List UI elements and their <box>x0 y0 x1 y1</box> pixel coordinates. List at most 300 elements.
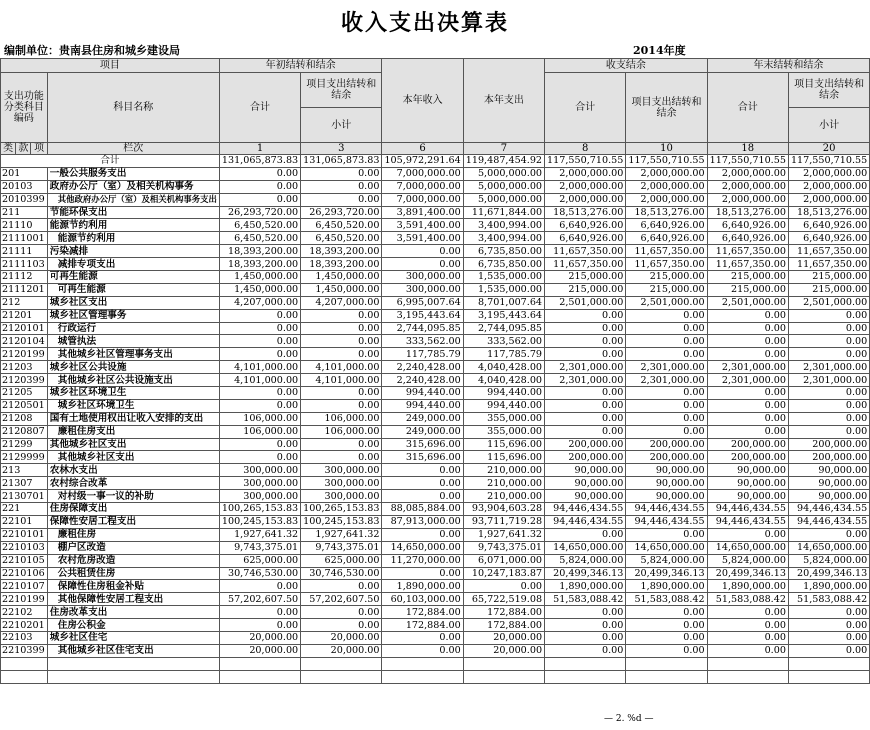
row-value: 0.00 <box>219 399 300 412</box>
report-title: 收入支出决算表 <box>340 10 509 36</box>
row-value: 4,101,000.00 <box>219 361 300 374</box>
row-value: 200,000.00 <box>788 451 869 464</box>
row-value: 11,657,350.00 <box>626 245 707 258</box>
row-value: 200,000.00 <box>707 438 788 451</box>
row-value: 100,245,153.83 <box>301 515 382 528</box>
row-name: 其他城乡社区公共设施支出 <box>47 374 219 387</box>
row-value: 11,657,350.00 <box>545 245 626 258</box>
row-value: 1,450,000.00 <box>219 283 300 296</box>
row-value: 18,513,276.00 <box>626 206 707 219</box>
row-value: 18,393,200.00 <box>301 258 382 271</box>
header-income: 本年收入 <box>382 59 463 143</box>
col-num: 8 <box>545 143 626 155</box>
row-value: 0.00 <box>788 606 869 619</box>
row-code: 2120199 <box>1 348 48 361</box>
row-value: 0.00 <box>788 322 869 335</box>
row-value: 2,501,000.00 <box>545 296 626 309</box>
row-value: 2,240,428.00 <box>382 361 463 374</box>
empty-cell <box>463 657 544 670</box>
row-value: 2,301,000.00 <box>545 361 626 374</box>
row-value: 994,440.00 <box>463 399 544 412</box>
row-name: 城乡社区支出 <box>47 296 219 309</box>
row-name: 行政运行 <box>47 322 219 335</box>
table-row <box>1 515 870 528</box>
total-cell: 117,550,710.55 <box>545 155 626 168</box>
row-value: 200,000.00 <box>788 438 869 451</box>
col-num: 7 <box>463 143 544 155</box>
row-value: 6,640,926.00 <box>707 232 788 245</box>
row-value: 90,000.00 <box>626 490 707 503</box>
row-value: 1,450,000.00 <box>301 283 382 296</box>
header-begin-carry: 年初结转和结余 <box>219 59 382 73</box>
empty-cell <box>707 670 788 683</box>
col-num: 3 <box>301 143 382 155</box>
row-code: 213 <box>1 464 48 477</box>
row-code: 2130701 <box>1 490 48 503</box>
row-value: 994,440.00 <box>463 387 544 400</box>
row-value: 7,000,000.00 <box>382 180 463 193</box>
row-value: 0.00 <box>626 528 707 541</box>
empty-cell <box>382 670 463 683</box>
row-code: 201 <box>1 167 48 180</box>
row-value: 0.00 <box>626 309 707 322</box>
row-value: 2,501,000.00 <box>626 296 707 309</box>
row-code: 2210107 <box>1 580 48 593</box>
row-value: 11,657,350.00 <box>545 258 626 271</box>
row-value: 90,000.00 <box>788 477 869 490</box>
row-value: 0.00 <box>788 528 869 541</box>
row-value: 4,101,000.00 <box>301 374 382 387</box>
table-row <box>1 412 870 425</box>
row-value: 6,640,926.00 <box>626 232 707 245</box>
row-value: 14,650,000.00 <box>788 541 869 554</box>
row-value: 210,000.00 <box>463 477 544 490</box>
row-value: 2,000,000.00 <box>626 180 707 193</box>
row-value: 14,650,000.00 <box>626 541 707 554</box>
row-value: 9,743,375.01 <box>463 541 544 554</box>
row-value: 0.00 <box>301 309 382 322</box>
row-value: 0.00 <box>301 451 382 464</box>
row-value: 94,446,434.55 <box>626 515 707 528</box>
table-row <box>1 644 870 657</box>
row-value: 0.00 <box>545 387 626 400</box>
row-value: 14,650,000.00 <box>382 541 463 554</box>
row-value: 0.00 <box>545 348 626 361</box>
row-value: 11,671,844.00 <box>463 206 544 219</box>
row-value: 0.00 <box>707 631 788 644</box>
row-value: 215,000.00 <box>626 283 707 296</box>
table-row <box>1 309 870 322</box>
row-value: 106,000.00 <box>219 412 300 425</box>
header-code-label: 支出功能分类科目编码 <box>1 73 48 143</box>
row-value: 0.00 <box>382 631 463 644</box>
row-value: 2,000,000.00 <box>626 193 707 206</box>
row-value: 11,657,350.00 <box>707 258 788 271</box>
row-value: 0.00 <box>707 425 788 438</box>
row-value: 172,884.00 <box>463 606 544 619</box>
row-value: 0.00 <box>463 580 544 593</box>
header-end-carry: 年末结转和结余 <box>707 59 870 73</box>
row-name: 政府办公厅（室）及相关机构事务 <box>47 180 219 193</box>
row-value: 20,499,346.13 <box>626 567 707 580</box>
row-value: 20,499,346.13 <box>707 567 788 580</box>
empty-cell <box>788 657 869 670</box>
row-name: 城乡社区住宅 <box>47 631 219 644</box>
table-row <box>1 322 870 335</box>
header-lei: 类 <box>1 143 16 155</box>
row-code: 212 <box>1 296 48 309</box>
row-value: 51,583,088.42 <box>545 593 626 606</box>
row-value: 0.00 <box>707 606 788 619</box>
row-value: 0.00 <box>301 167 382 180</box>
row-value: 625,000.00 <box>301 554 382 567</box>
header-xiang: 项 <box>31 143 47 155</box>
row-value: 215,000.00 <box>707 283 788 296</box>
row-value: 94,446,434.55 <box>707 515 788 528</box>
row-code: 2210105 <box>1 554 48 567</box>
row-value: 94,446,434.55 <box>788 503 869 516</box>
row-value: 117,785.79 <box>382 348 463 361</box>
row-value: 0.00 <box>219 387 300 400</box>
row-value: 0.00 <box>788 309 869 322</box>
empty-cell <box>219 657 300 670</box>
row-value: 200,000.00 <box>707 451 788 464</box>
row-value: 51,583,088.42 <box>788 593 869 606</box>
row-value: 20,000.00 <box>219 631 300 644</box>
row-value: 215,000.00 <box>788 271 869 284</box>
table-row <box>1 193 870 206</box>
row-value: 2,000,000.00 <box>707 193 788 206</box>
row-value: 0.00 <box>788 631 869 644</box>
empty-cell <box>463 670 544 683</box>
row-name: 保障性住房租金补贴 <box>47 580 219 593</box>
header-row-label: 栏次 <box>47 143 219 155</box>
row-name: 对村级一事一议的补助 <box>47 490 219 503</box>
row-value: 0.00 <box>301 387 382 400</box>
row-value: 0.00 <box>788 335 869 348</box>
row-value: 2,301,000.00 <box>788 361 869 374</box>
row-value: 0.00 <box>301 606 382 619</box>
table-row <box>1 438 870 451</box>
header-revenue-carry: 收支结余 <box>545 59 708 73</box>
row-name: 城乡社区管理事务 <box>47 309 219 322</box>
row-value: 215,000.00 <box>788 283 869 296</box>
row-value: 2,000,000.00 <box>788 193 869 206</box>
row-value: 5,000,000.00 <box>463 167 544 180</box>
header-revenue-project: 项目支出结转和结余 <box>626 73 707 143</box>
row-value: 2,000,000.00 <box>707 180 788 193</box>
table-row <box>1 580 870 593</box>
empty-cell <box>1 670 48 683</box>
row-value: 0.00 <box>788 387 869 400</box>
row-value: 57,202,607.50 <box>301 593 382 606</box>
row-value: 2,301,000.00 <box>545 374 626 387</box>
row-value: 315,696.00 <box>382 451 463 464</box>
row-value: 2,744,095.85 <box>382 322 463 335</box>
row-value: 90,000.00 <box>707 490 788 503</box>
row-value: 20,499,346.13 <box>788 567 869 580</box>
row-value: 0.00 <box>382 258 463 271</box>
table-row <box>1 606 870 619</box>
row-value: 0.00 <box>219 309 300 322</box>
row-code: 21299 <box>1 438 48 451</box>
row-name: 其他城乡社区住宅支出 <box>47 644 219 657</box>
row-code: 21205 <box>1 387 48 400</box>
row-value: 18,513,276.00 <box>788 206 869 219</box>
row-code: 21201 <box>1 309 48 322</box>
table-row <box>1 258 870 271</box>
row-value: 4,207,000.00 <box>301 296 382 309</box>
row-value: 3,400,994.00 <box>463 232 544 245</box>
row-value: 2,000,000.00 <box>707 167 788 180</box>
row-value: 300,000.00 <box>219 477 300 490</box>
row-value: 20,000.00 <box>219 644 300 657</box>
row-name: 农林水支出 <box>47 464 219 477</box>
row-value: 0.00 <box>707 644 788 657</box>
row-value: 1,927,641.32 <box>463 528 544 541</box>
row-value: 1,927,641.32 <box>219 528 300 541</box>
row-value: 6,735,850.00 <box>463 245 544 258</box>
table-row <box>1 374 870 387</box>
table-row <box>1 245 870 258</box>
empty-cell <box>301 657 382 670</box>
total-cell: 131,065,873.83 <box>219 155 300 168</box>
row-value: 106,000.00 <box>301 412 382 425</box>
row-code: 22102 <box>1 606 48 619</box>
row-value: 200,000.00 <box>626 451 707 464</box>
row-value: 51,583,088.42 <box>707 593 788 606</box>
row-code: 221 <box>1 503 48 516</box>
empty-cell <box>219 670 300 683</box>
row-value: 0.00 <box>788 399 869 412</box>
col-num: 18 <box>707 143 788 155</box>
row-value: 3,891,400.00 <box>382 206 463 219</box>
row-value: 0.00 <box>707 322 788 335</box>
row-value: 333,562.00 <box>463 335 544 348</box>
row-name: 棚户区改造 <box>47 541 219 554</box>
empty-row <box>1 657 870 670</box>
header-begin-total: 合计 <box>219 73 300 143</box>
row-code: 2111201 <box>1 283 48 296</box>
row-value: 0.00 <box>219 193 300 206</box>
row-value: 20,499,346.13 <box>545 567 626 580</box>
header-subject-name: 科目名称 <box>47 73 219 143</box>
row-value: 0.00 <box>626 425 707 438</box>
row-name: 公共租赁住房 <box>47 567 219 580</box>
row-value: 18,393,200.00 <box>219 245 300 258</box>
row-value: 30,746,530.00 <box>219 567 300 580</box>
row-value: 315,696.00 <box>382 438 463 451</box>
row-code: 2210201 <box>1 619 48 632</box>
col-num: 1 <box>219 143 300 155</box>
row-value: 300,000.00 <box>301 490 382 503</box>
row-value: 11,657,350.00 <box>707 245 788 258</box>
row-value: 4,040,428.00 <box>463 374 544 387</box>
row-code: 22103 <box>1 631 48 644</box>
row-value: 2,301,000.00 <box>626 374 707 387</box>
row-value: 0.00 <box>301 348 382 361</box>
row-value: 26,293,720.00 <box>301 206 382 219</box>
row-value: 0.00 <box>788 425 869 438</box>
row-value: 200,000.00 <box>545 438 626 451</box>
row-code: 21208 <box>1 412 48 425</box>
empty-cell <box>382 657 463 670</box>
row-value: 0.00 <box>626 348 707 361</box>
table-row <box>1 593 870 606</box>
row-value: 90,000.00 <box>626 477 707 490</box>
row-name: 减排专项支出 <box>47 258 219 271</box>
row-value: 20,000.00 <box>301 631 382 644</box>
row-value: 90,000.00 <box>545 477 626 490</box>
row-value: 93,904,603.28 <box>463 503 544 516</box>
row-value: 0.00 <box>545 309 626 322</box>
table-header <box>1 59 870 155</box>
table-body <box>1 155 870 684</box>
row-value: 210,000.00 <box>463 490 544 503</box>
row-value: 0.00 <box>626 606 707 619</box>
row-code: 2120104 <box>1 335 48 348</box>
row-value: 1,450,000.00 <box>301 271 382 284</box>
row-value: 9,743,375.01 <box>301 541 382 554</box>
total-cell: 117,550,710.55 <box>788 155 869 168</box>
row-value: 106,000.00 <box>301 425 382 438</box>
row-value: 90,000.00 <box>707 464 788 477</box>
table-row <box>1 283 870 296</box>
row-value: 2,240,428.00 <box>382 374 463 387</box>
total-cell: 105,972,291.64 <box>382 155 463 168</box>
row-value: 18,513,276.00 <box>707 206 788 219</box>
row-value: 3,195,443.64 <box>463 309 544 322</box>
row-name: 一般公共服务支出 <box>47 167 219 180</box>
row-value: 117,785.79 <box>463 348 544 361</box>
row-value: 94,446,434.55 <box>545 503 626 516</box>
table-row <box>1 271 870 284</box>
row-value: 18,393,200.00 <box>301 245 382 258</box>
row-value: 0.00 <box>219 180 300 193</box>
row-value: 0.00 <box>707 335 788 348</box>
row-value: 1,890,000.00 <box>382 580 463 593</box>
row-value: 0.00 <box>626 644 707 657</box>
row-value: 300,000.00 <box>219 464 300 477</box>
row-value: 1,535,000.00 <box>463 271 544 284</box>
table-row <box>1 399 870 412</box>
row-value: 0.00 <box>219 348 300 361</box>
row-value: 6,640,926.00 <box>626 219 707 232</box>
header-end-project: 项目支出结转和结余 <box>788 73 869 108</box>
table-row <box>1 232 870 245</box>
row-value: 0.00 <box>626 335 707 348</box>
row-code: 2120501 <box>1 399 48 412</box>
table-row <box>1 387 870 400</box>
row-value: 7,000,000.00 <box>382 193 463 206</box>
row-value: 0.00 <box>545 631 626 644</box>
row-value: 0.00 <box>382 490 463 503</box>
header-item: 项目 <box>1 59 220 73</box>
empty-cell <box>545 657 626 670</box>
empty-cell <box>47 670 219 683</box>
row-value: 0.00 <box>707 309 788 322</box>
row-name: 保障性安居工程支出 <box>47 515 219 528</box>
row-value: 0.00 <box>626 619 707 632</box>
row-value: 215,000.00 <box>545 271 626 284</box>
row-value: 115,696.00 <box>463 451 544 464</box>
row-value: 2,000,000.00 <box>545 193 626 206</box>
row-value: 94,446,434.55 <box>788 515 869 528</box>
row-value: 5,824,000.00 <box>545 554 626 567</box>
header-revenue-total: 合计 <box>545 73 626 143</box>
row-code: 21112 <box>1 271 48 284</box>
row-value: 6,071,000.00 <box>463 554 544 567</box>
table-row <box>1 361 870 374</box>
row-value: 0.00 <box>788 348 869 361</box>
compiling-unit: 编制单位：贵南县住房和城乡建设局 <box>4 44 180 57</box>
row-value: 0.00 <box>301 322 382 335</box>
row-value: 0.00 <box>382 464 463 477</box>
row-value: 0.00 <box>545 412 626 425</box>
row-value: 355,000.00 <box>463 425 544 438</box>
total-cell: 119,487,454.92 <box>463 155 544 168</box>
row-value: 26,293,720.00 <box>219 206 300 219</box>
row-value: 172,884.00 <box>463 619 544 632</box>
row-value: 3,400,994.00 <box>463 219 544 232</box>
row-value: 0.00 <box>301 619 382 632</box>
row-value: 0.00 <box>626 412 707 425</box>
row-code: 21307 <box>1 477 48 490</box>
row-value: 0.00 <box>301 399 382 412</box>
row-value: 0.00 <box>707 399 788 412</box>
row-value: 5,824,000.00 <box>707 554 788 567</box>
row-value: 333,562.00 <box>382 335 463 348</box>
row-value: 11,270,000.00 <box>382 554 463 567</box>
header-end-total: 合计 <box>707 73 788 143</box>
row-value: 0.00 <box>301 193 382 206</box>
row-value: 100,245,153.83 <box>219 515 300 528</box>
row-value: 0.00 <box>545 606 626 619</box>
row-value: 6,995,007.64 <box>382 296 463 309</box>
col-num: 10 <box>626 143 707 155</box>
empty-cell <box>47 657 219 670</box>
row-code: 2120807 <box>1 425 48 438</box>
row-value: 4,207,000.00 <box>219 296 300 309</box>
row-value: 249,000.00 <box>382 412 463 425</box>
row-value: 20,000.00 <box>463 644 544 657</box>
row-name: 节能环保支出 <box>47 206 219 219</box>
row-value: 4,101,000.00 <box>219 374 300 387</box>
row-name: 住房公积金 <box>47 619 219 632</box>
row-value: 0.00 <box>301 335 382 348</box>
row-name: 农村综合改革 <box>47 477 219 490</box>
row-code: 2111001 <box>1 232 48 245</box>
row-value: 4,040,428.00 <box>463 361 544 374</box>
row-code: 2129999 <box>1 451 48 464</box>
row-code: 2210199 <box>1 593 48 606</box>
header-kuan: 款 <box>16 143 31 155</box>
row-value: 57,202,607.50 <box>219 593 300 606</box>
empty-cell <box>626 657 707 670</box>
row-value: 0.00 <box>219 619 300 632</box>
row-name: 城管执法 <box>47 335 219 348</box>
empty-cell <box>301 670 382 683</box>
row-value: 1,535,000.00 <box>463 283 544 296</box>
total-row <box>1 155 870 168</box>
empty-cell <box>788 670 869 683</box>
row-value: 0.00 <box>626 631 707 644</box>
empty-cell <box>545 670 626 683</box>
row-value: 6,640,926.00 <box>545 219 626 232</box>
row-value: 94,446,434.55 <box>626 503 707 516</box>
row-name: 城乡社区公共设施 <box>47 361 219 374</box>
row-value: 300,000.00 <box>382 271 463 284</box>
